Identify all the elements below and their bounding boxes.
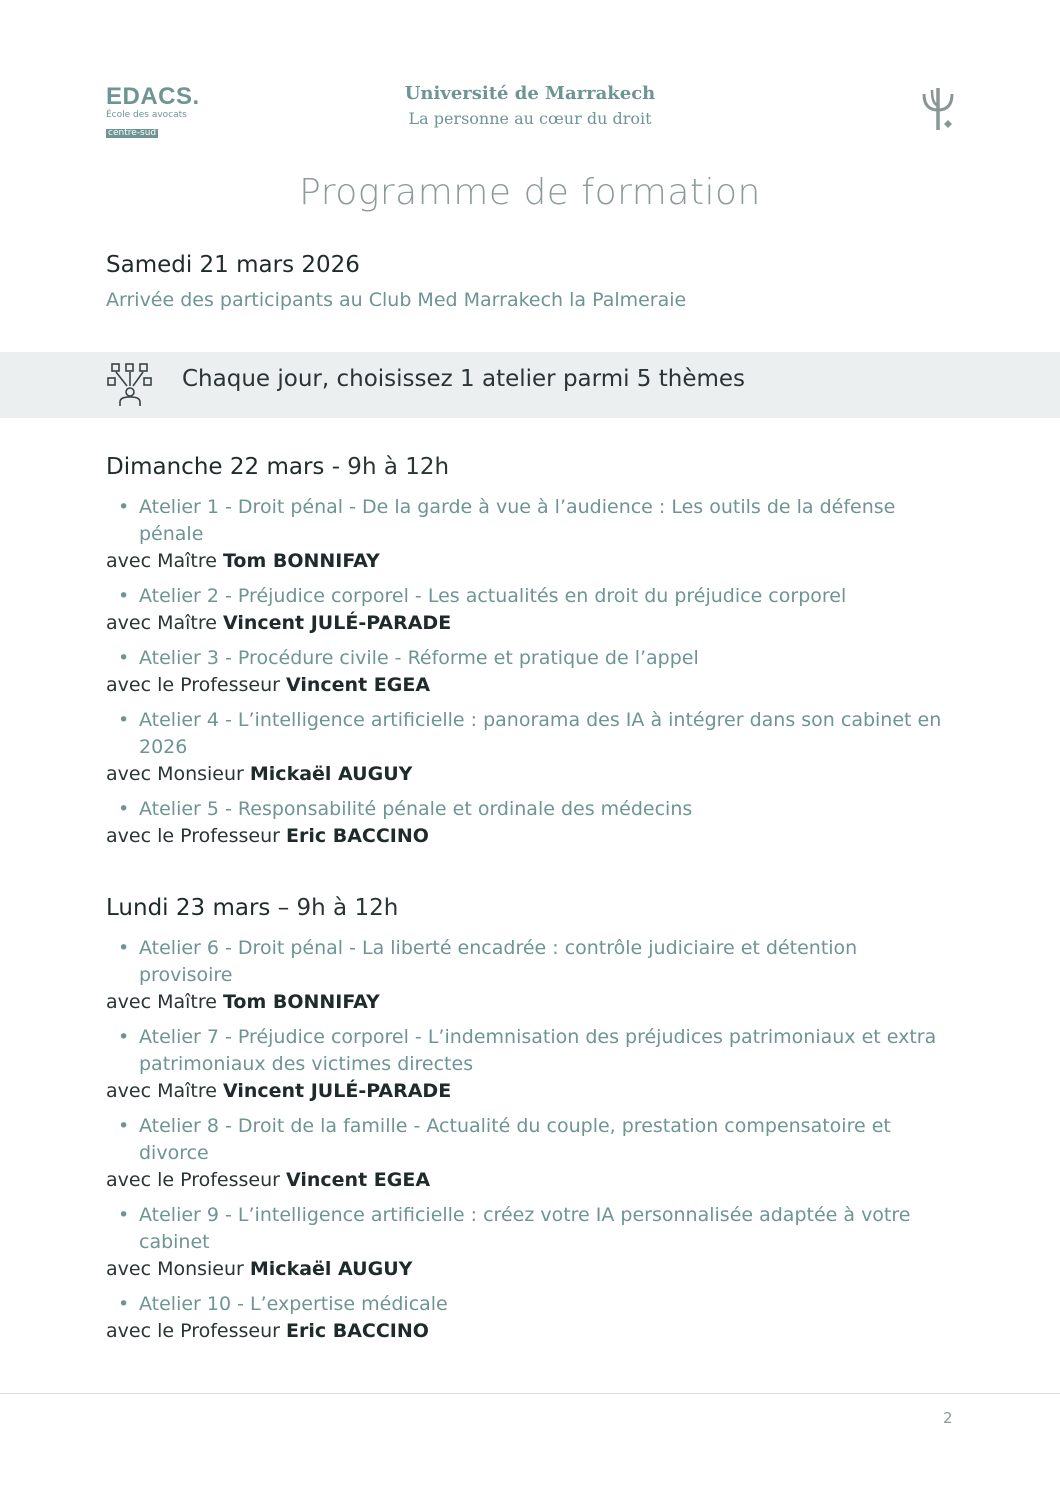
workshop-title: Atelier 2 - Préjudice corporel - Les actualités en droit du préjudice corporel xyxy=(139,585,847,607)
bullet-icon: • xyxy=(118,709,130,731)
university-subtitle: La personne au cœur du droit xyxy=(408,109,652,128)
speaker-prefix: avec Maître xyxy=(106,1080,223,1102)
sunday-heading xyxy=(106,454,449,480)
monday-heading xyxy=(106,895,398,921)
speaker-name: Vincent EGEA xyxy=(285,1169,431,1191)
workshop-item xyxy=(106,1113,956,1194)
speaker-prefix: avec le Professeur xyxy=(106,1169,286,1191)
workshop-speaker xyxy=(106,989,956,1016)
workshop-speaker xyxy=(106,610,956,637)
speaker-name: Vincent EGEA xyxy=(285,674,431,696)
bullet-icon: • xyxy=(118,496,130,518)
speaker-prefix: avec Maître xyxy=(106,991,223,1013)
workshop-item xyxy=(106,645,956,699)
footer-divider xyxy=(0,1393,1060,1394)
workshop-item xyxy=(106,1024,956,1105)
saturday-date: Samedi 21 mars 2026 xyxy=(106,252,360,278)
workshop-speaker xyxy=(106,823,956,850)
trident-logo-icon xyxy=(918,84,958,134)
speaker-name: Mickaël AUGUY xyxy=(249,1258,413,1280)
university-header xyxy=(0,82,1060,132)
monday-time: – 9h à 12h xyxy=(270,895,399,921)
page-title: Programme de formation xyxy=(299,172,761,213)
logo-wordmark: EDACS. xyxy=(106,83,200,110)
workshop-item xyxy=(106,796,956,850)
monday-date: Lundi 23 mars xyxy=(106,895,271,921)
workshop-item xyxy=(106,707,956,788)
banner-text: Chaque jour, choisissez 1 atelier parmi 5 thèmes xyxy=(182,366,746,392)
workshop-item xyxy=(106,935,956,1016)
workshop-item xyxy=(106,494,956,575)
sunday-workshop-list xyxy=(106,494,956,858)
speaker-prefix: avec le Professeur xyxy=(106,825,286,847)
workshop-speaker xyxy=(106,761,956,788)
bullet-icon: • xyxy=(118,937,130,959)
sunday-time: - 9h à 12h xyxy=(324,454,450,480)
speaker-name: Eric BACCINO xyxy=(285,1320,429,1342)
speaker-name: Mickaël AUGUY xyxy=(249,763,413,785)
speaker-name: Tom BONNIFAY xyxy=(222,991,380,1013)
bullet-icon: • xyxy=(118,1293,130,1315)
speaker-prefix: avec le Professeur xyxy=(106,1320,286,1342)
workshop-item xyxy=(106,583,956,637)
speaker-prefix: avec le Professeur xyxy=(106,674,286,696)
bullet-icon: • xyxy=(118,585,130,607)
speaker-prefix: avec Maître xyxy=(106,550,223,572)
speaker-name: Vincent JULÉ-PARADE xyxy=(222,612,452,634)
workshop-speaker xyxy=(106,672,956,699)
bullet-icon: • xyxy=(118,1026,130,1048)
workshop-title: Atelier 6 - Droit pénal - La liberté encadrée : contrôle judiciaire et détention provisoire xyxy=(139,937,858,986)
workshop-title: Atelier 9 - L’intelligence artificielle : créez votre IA personnalisée adaptée à votre cabinet xyxy=(139,1204,911,1253)
logo-tagline: École des avocats xyxy=(106,110,187,120)
workshop-title: Atelier 7 - Préjudice corporel - L’indemnisation des préjudices patrimoniaux et extra patrimoniaux des victimes directes xyxy=(139,1026,937,1075)
bullet-icon: • xyxy=(118,647,130,669)
workshop-title: Atelier 3 - Procédure civile - Réforme et pratique de l’appel xyxy=(139,647,699,669)
workshop-item xyxy=(106,1291,956,1345)
speaker-prefix: avec Monsieur xyxy=(106,763,250,785)
sunday-date: Dimanche 22 mars xyxy=(106,454,325,480)
workshop-title: Atelier 1 - Droit pénal - De la garde à vue à l’audience : Les outils de la défense pénale xyxy=(139,496,896,545)
speaker-name: Vincent JULÉ-PARADE xyxy=(222,1080,452,1102)
workshop-item xyxy=(106,1202,956,1283)
page-number: 2 xyxy=(943,1409,953,1427)
monday-workshop-list xyxy=(106,935,956,1353)
workshop-title: Atelier 5 - Responsabilité pénale et ordinale des médecins xyxy=(139,798,693,820)
workshop-speaker xyxy=(106,1256,956,1283)
bullet-icon: • xyxy=(118,1204,130,1226)
workshop-speaker xyxy=(106,548,956,575)
speaker-prefix: avec Monsieur xyxy=(106,1258,250,1280)
workshop-speaker xyxy=(106,1167,956,1194)
speaker-name: Eric BACCINO xyxy=(285,825,429,847)
university-title: Université de Marrakech xyxy=(404,83,656,104)
speaker-name: Tom BONNIFAY xyxy=(222,550,380,572)
workshop-title: Atelier 10 - L’expertise médicale xyxy=(139,1293,448,1315)
workshop-speaker xyxy=(106,1078,956,1105)
arrival-note: Arrivée des participants au Club Med Marrakech la Palmeraie xyxy=(106,289,687,311)
workshop-speaker xyxy=(106,1318,956,1345)
logo-tagline-region: centre-sud xyxy=(108,128,157,138)
bullet-icon: • xyxy=(118,1115,130,1137)
workshop-title: Atelier 4 - L’intelligence artificielle : panorama des IA à intégrer dans son cabinet en 2026 xyxy=(139,709,942,758)
workshop-title: Atelier 8 - Droit de la famille - Actualité du couple, prestation compensatoire et divorce xyxy=(139,1115,891,1164)
bullet-icon: • xyxy=(118,798,130,820)
workshop-choice-banner xyxy=(0,352,1060,418)
choice-people-icon xyxy=(106,362,154,408)
speaker-prefix: avec Maître xyxy=(106,612,223,634)
